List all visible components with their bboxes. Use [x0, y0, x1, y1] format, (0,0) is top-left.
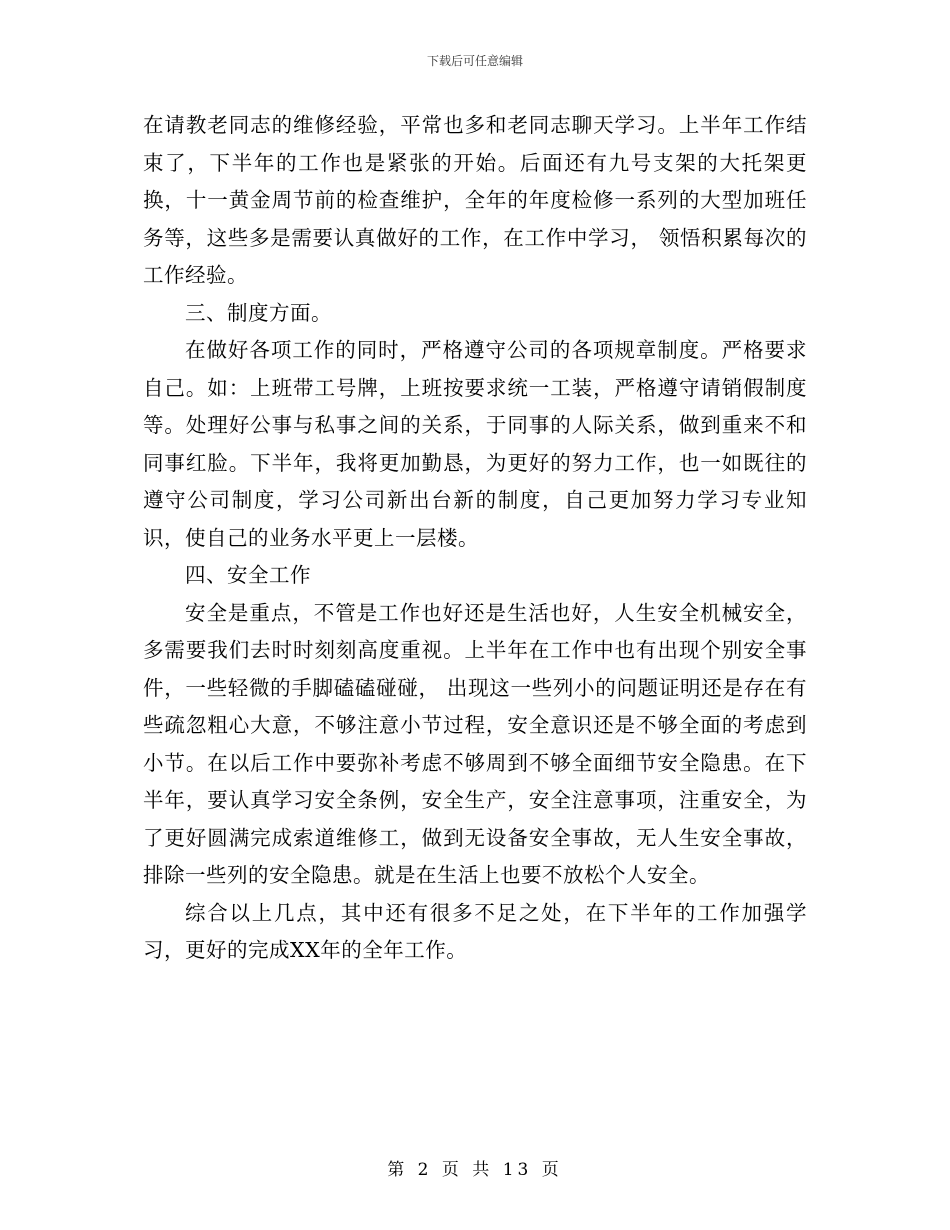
paragraph-system: 在做好各项工作的同时，严格遵守公司的各项规章制度。严格要求自己。如：上班带工号牌，上班按要求统一工装，严格遵守请销假制度等。处理好公事与私事之间的关系，于同事的人际关系，做到重来不和同事红脸。下半年，我将更加勤恳，为更好的努力工作，也一如既往的遵守公司制度，学习公司新出台新的制度，自己更加努力学习专业知识，使自己的业务水平更上一层楼。 [143, 338, 807, 550]
paragraph-summary: 综合以上几点，其中还有很多不足之处，在下半年的工作加强学习，更好的完成XX年的全年工作。 [143, 900, 807, 962]
page-footer: 第 2 页 共 13 页 [387, 1160, 563, 1180]
section-heading-safety: 四、安全工作 [185, 563, 311, 587]
section-heading-system: 三、制度方面。 [185, 300, 332, 325]
document-body [143, 107, 807, 970]
paragraph-continuation: 在请教老同志的维修经验，平常也多和老同志聊天学习。上半年工作结束了，下半年的工作也是紧张的开始。后面还有九号支架的大托架更换，十一黄金周节前的检查维护，全年的年度检修一系列的大型加班任务等，这些多是需要认真做好的工作，在工作中学习， 领悟积累每次的工作经验。 [143, 113, 807, 287]
paragraph-safety: 安全是重点，不管是工作也好还是生活也好，人生安全机械安全，多需要我们去时时刻刻高度重视。上半年在工作中也有出现个别安全事件，一些轻微的手脚磕磕碰碰， 出现这一些列小的问题证明还是存在有些疏忽粗心大意，不够注意小节过程，安全意识还是不够全面的考虑到小节。在以后工作中要弥补考虑不够周到不够全面细节安全隐患。在下半年，要认真学习安全条例，安全生产，安全注意事项，注重安全，为了更好圆满完成索道维修工，做到无设备安全事故，无人生安全事故，排除一些列的安全隐患。就是在生活上也要不放松个人安全。 [143, 600, 807, 887]
page-header: 下载后可任意编辑 [426, 54, 523, 68]
